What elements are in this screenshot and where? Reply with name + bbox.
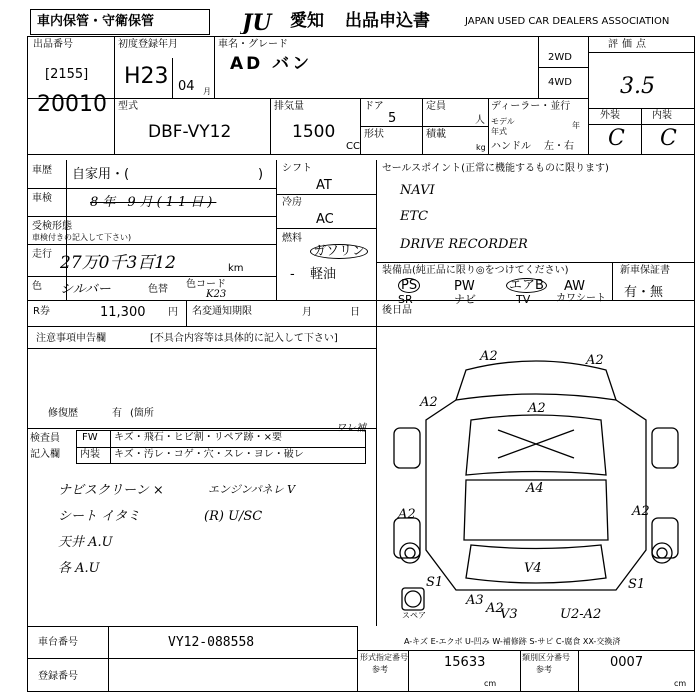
warranty-value: 有・無	[624, 285, 664, 300]
chassis-label: 車台番号	[38, 637, 78, 648]
class-num-value: 0007	[610, 655, 644, 670]
class-num-sub: 参考	[536, 665, 552, 674]
model-year-label: モデル	[491, 117, 515, 126]
note-5: 天井 A.U	[58, 535, 113, 550]
storage-badge	[30, 9, 210, 35]
car-name-label: 車名・グレード	[218, 39, 288, 50]
check-fw-label: FW	[82, 432, 98, 443]
inspector-entry-label: 記入欄	[30, 449, 60, 460]
dmg-mark-10: S1	[628, 577, 646, 592]
drive-2wd: 2WD	[548, 52, 572, 63]
steering-value: 左・右	[544, 141, 574, 152]
color-code-label: 色コード	[186, 279, 226, 290]
capacity-label: 定員	[426, 101, 446, 112]
equip-sr: SR	[398, 293, 413, 306]
history-label: 車歴	[32, 165, 52, 176]
color-value: シルバー	[60, 282, 111, 297]
mileage-value: 27万0千3百12	[60, 253, 176, 273]
dmg-mark-14: U2-A2	[560, 607, 602, 622]
spare-label: スペア	[402, 611, 426, 620]
model-label: 型式	[118, 101, 138, 112]
dmg-mark-1: A2	[480, 349, 498, 364]
note-1: ナビスクリーン ×	[58, 483, 164, 498]
dmg-mark-2: A2	[586, 353, 604, 368]
shift-label: シフト	[282, 163, 312, 174]
note-2: エンジンパネレ V	[208, 483, 296, 496]
dealer-label: ディーラー・並行	[491, 101, 571, 112]
mileage-unit: km	[228, 263, 244, 274]
dmg-mark-11: A3	[466, 593, 484, 608]
r-ticket-label: R券	[33, 306, 50, 317]
check-margin-note: ワレ補	[336, 423, 366, 434]
recall-note: 車検付きの記入して下さい)	[32, 233, 132, 242]
dmg-mark-4: A2	[528, 401, 546, 416]
r-ticket-unit: 円	[168, 307, 178, 318]
displacement-unit: CC	[346, 141, 360, 152]
history-value: 自家用・(	[72, 167, 130, 182]
exterior-label: 外装	[600, 110, 620, 121]
lot-sub: [2155]	[45, 67, 89, 82]
type-num-label: 形式指定番号	[360, 653, 408, 662]
dmg-mark-6: A2	[398, 507, 416, 522]
org-name: 愛知	[290, 11, 324, 31]
car-name-value: AD バン	[230, 54, 313, 74]
sales-point-3: DRIVE RECORDER	[400, 237, 528, 252]
name-change-month: 月	[302, 307, 312, 318]
sales-point-1: NAVI	[400, 183, 435, 198]
inspector-label: 検査員	[30, 433, 60, 444]
dmg-mark-8: V4	[524, 561, 542, 576]
dmg-mark-5: A4	[526, 481, 544, 496]
displacement-value: 1500	[292, 122, 336, 142]
repair-location: (箇所	[130, 408, 154, 419]
equip-tv: TV	[516, 293, 531, 306]
warranty-label: 新車保証書	[620, 265, 670, 276]
ju-logo	[240, 10, 288, 34]
equip-ps: PS	[398, 278, 420, 293]
model-value: DBF-VY12	[148, 122, 232, 142]
month-unit: 月	[203, 87, 211, 96]
first-reg-label: 初度登録年月	[118, 39, 178, 50]
after-items-label: 後日品	[382, 305, 412, 316]
kg-unit: kg	[476, 143, 486, 152]
sales-points-label: セールスポイント(正常に機能するものに限ります)	[382, 163, 609, 174]
load-label: 積載	[426, 129, 446, 140]
name-change-day: 日	[350, 307, 360, 318]
color-code: K23	[206, 289, 227, 300]
equip-pw: PW	[454, 279, 475, 294]
color-change-label: 色替	[148, 284, 168, 295]
first-reg-year: H23	[124, 64, 169, 89]
displacement-label: 排気量	[274, 101, 304, 112]
capacity-unit: 人	[475, 115, 485, 126]
fuel-dash: -	[290, 267, 295, 282]
equip-airbag: エアB	[506, 278, 547, 293]
notes-sub: [不具合内容等は具体的に記入して下さい]	[150, 333, 338, 344]
first-reg-month: 04	[178, 79, 195, 94]
check-interior-items: キズ・汚レ・コゲ・穴・スレ・ヨレ・破レ	[114, 449, 304, 460]
svg-text:JU: JU	[242, 10, 272, 34]
doors-label: ドア	[364, 101, 384, 112]
fuel-diesel: 軽油	[310, 267, 337, 282]
color-label: 色	[32, 281, 42, 292]
registration-label: 登録番号	[38, 671, 78, 682]
shape-label: 形状	[364, 129, 384, 140]
fuel-label: 燃料	[282, 233, 302, 244]
equip-aw: AW	[564, 279, 586, 294]
doors-value: 5	[388, 111, 397, 126]
form-title: 出品申込書	[345, 11, 430, 31]
dmg-mark-7: A2	[632, 504, 650, 519]
repair-history-label: 修復歴	[48, 408, 78, 419]
note-6: 各 A.U	[58, 561, 100, 576]
equip-navi: ナビ	[454, 293, 476, 306]
model-year-unit: 年	[572, 121, 580, 130]
check-interior-label: 内装	[80, 449, 100, 460]
ac-value: AC	[316, 212, 334, 227]
association-name: JAPAN USED CAR DEALERS ASSOCIATION	[465, 16, 670, 27]
class-num-label: 類別区分番号	[522, 653, 570, 662]
ju-logo-mark	[240, 10, 288, 34]
check-fw-items: キズ・飛石・ヒビ割・リペア跡・×要	[114, 432, 282, 443]
rating-label: 評価点	[608, 39, 650, 50]
equip-seat: カワシート	[556, 293, 606, 304]
drive-4wd: 4WD	[548, 77, 572, 88]
equipment-label: 装備品(純正品に限り◎をつけてください)	[382, 265, 569, 276]
mileage-label: 走行	[32, 249, 52, 260]
repair-history-value: 有	[112, 408, 122, 419]
note-3: シート イタミ	[58, 509, 141, 524]
inspection-label: 車検	[32, 193, 52, 204]
dmg-mark-13: V3	[500, 607, 518, 622]
interior-label: 内装	[652, 110, 672, 121]
ac-label: 冷房	[282, 197, 302, 208]
damage-legend: A-キズ E-エクボ U-凹み W-補修跡 S-サビ C-腐食 XX-交換済	[404, 637, 621, 646]
interior-grade: C	[660, 126, 677, 151]
note-4: (R) U/SC	[204, 509, 263, 524]
r-ticket-value: 11,300	[100, 305, 146, 320]
type-num-value: 15633	[444, 655, 486, 670]
lot-number: 20010	[37, 92, 107, 117]
year-label: 年式	[491, 127, 507, 136]
dmg-mark-3: A2	[420, 395, 438, 410]
name-change-label: 名変通知期限	[192, 306, 252, 317]
sales-point-2: ETC	[400, 209, 429, 224]
chassis-value: VY12-088558	[168, 635, 255, 650]
lot-label: 出品番号	[33, 39, 73, 50]
steering-label: ハンドル	[491, 141, 531, 152]
fuel-gasoline: ガソリン	[310, 244, 368, 259]
type-num-sub: 参考	[372, 665, 388, 674]
cm-unit-1: cm	[484, 679, 497, 688]
inspection-value: 8年 9月(11日)	[90, 195, 217, 210]
dmg-mark-9: S1	[426, 575, 444, 590]
recall-label: 受検形態	[32, 221, 72, 232]
storage-badge-text: 車内保管・守衛保管	[37, 14, 155, 29]
dmg-mark-12: A2	[486, 601, 504, 616]
rating-score: 3.5	[620, 74, 655, 99]
history-close: )	[258, 167, 264, 182]
cm-unit-2: cm	[674, 679, 687, 688]
shift-value: AT	[316, 178, 332, 193]
exterior-grade: C	[608, 126, 625, 151]
notes-label: 注意事項申告欄	[36, 333, 106, 344]
